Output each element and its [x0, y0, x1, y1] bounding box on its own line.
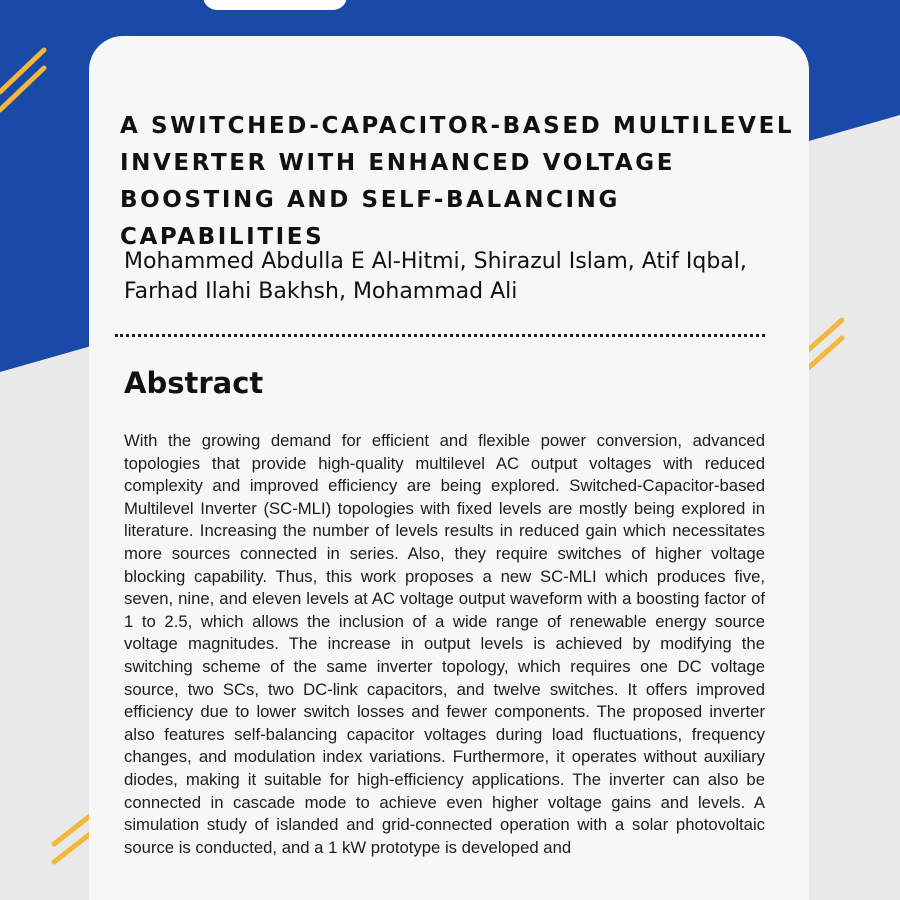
dotted-divider: [115, 334, 765, 337]
top-tab-decoration: [203, 0, 347, 10]
author-list: Mohammed Abdulla E Al-Hitmi, Shirazul Islam, Atif Iqbal, Farhad Ilahi Bakhsh, Mohammad Ali: [124, 249, 747, 304]
paper-card: [89, 36, 809, 900]
abstract-text: With the growing demand for efficient and flexible power conversion, advanced topologies that provide high-quality multilevel AC output voltages with reduced complexity and improved efficiency are being explored. Switched-Capacitor-based Multilevel Inverter (SC-MLI) topologies with fixed levels are mostly being explored in literature. Increasing the number of levels results in reduced gain which necessitates more sources connected in series. Also, they require switches of higher voltage blocking capability. Thus, this work proposes a new SC-MLI which produces five, seven, nine, and eleven levels at AC voltage output waveform with a boosting factor of 1 to 2.5, which allows the inclusion of a wide range of renewable energy source voltage magnitudes. The increase in output levels is achieved by modifying the switching scheme of the same inverter topology, which requires one DC voltage source, two SCs, two DC-link capacitors, and twelve switches. It offers improved efficiency due to lower switch losses and fewer components. The proposed inverter also features self-balancing capacitor voltages during load fluctuations, frequency changes, and modulation index variations. Furthermore, it operates without auxiliary diodes, making it suitable for high-efficiency applications. The inverter can also be connected in cascade mode to achieve even higher voltage gains and levels. A simulation study of islanded and grid-connected operation with a solar photovoltaic source is conducted, and a 1 kW prototype is developed and: [124, 431, 765, 857]
paper-title: A SWITCHED-CAPACITOR-BASED MULTILEVEL INVERTER WITH ENHANCED VOLTAGE BOOSTING AND SELF-BALANCING CAPABILITIES: [120, 113, 795, 250]
stripes-decoration-right: [800, 310, 860, 380]
stripes-decoration-top-left: [0, 40, 60, 120]
abstract-heading: Abstract: [124, 366, 264, 400]
